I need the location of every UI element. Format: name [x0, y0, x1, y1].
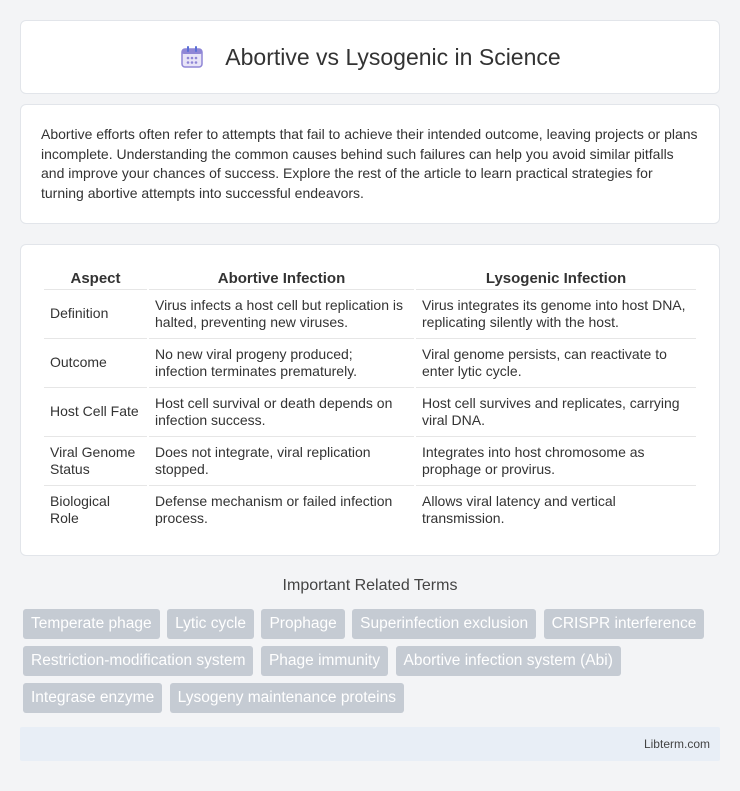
table-cell: Host cell survives and replicates, carrying viral DNA. [416, 387, 696, 436]
table-cell: Integrates into host chromosome as prophage or provirus. [416, 436, 696, 485]
table-cell: Defense mechanism or failed infection process. [149, 485, 414, 534]
header-card [20, 20, 720, 94]
related-term-tag[interactable]: Integrase enzyme [23, 683, 162, 713]
related-terms-list [23, 609, 723, 720]
table-cell: Virus integrates its genome into host DNA, replicating silently with the host. [416, 289, 696, 338]
footer-site-link[interactable]: Libterm.com [643, 737, 710, 751]
table-row [44, 338, 696, 387]
related-term-tag[interactable]: Abortive infection system (Abi) [396, 646, 621, 676]
table-cell: Viral genome persists, can reactivate to enter lytic cycle. [416, 338, 696, 387]
table-cell: Host cell survival or death depends on infection success. [149, 387, 414, 436]
table-row [44, 436, 696, 485]
page-title: Abortive vs Lysogenic in Science [225, 43, 561, 70]
comparison-table [42, 265, 698, 534]
column-header: Aspect [70, 269, 121, 287]
table-header-row [44, 265, 696, 289]
related-term-tag[interactable]: Restriction-modification system [23, 646, 253, 676]
related-term-tag[interactable]: CRISPR interference [544, 609, 705, 639]
intro-text: Abortive efforts often refer to attempts that fail to achieve their intended outcome, leaving projects or plans incomplete. Understanding the common causes behind such failures can help you avoid similar pitfalls and improve your chances of success. Explore the rest of the article to learn practical strategies for turning abortive attempts into successful endeavors. [41, 126, 698, 201]
related-term-tag[interactable]: Superinfection exclusion [352, 609, 536, 639]
related-term-tag[interactable]: Prophage [261, 609, 344, 639]
table-cell: Allows viral latency and vertical transmission. [416, 485, 696, 534]
table-row [44, 485, 696, 534]
related-term-tag[interactable]: Temperate phage [23, 609, 160, 639]
related-term-tag[interactable]: Lytic cycle [167, 609, 254, 639]
column-header: Abortive Infection [217, 269, 346, 287]
table-cell: Biological Role [44, 485, 147, 534]
comparison-card [20, 244, 720, 556]
footer [20, 727, 720, 761]
table-row [44, 289, 696, 338]
related-term-tag[interactable]: Phage immunity [261, 646, 388, 676]
column-header: Lysogenic Infection [485, 269, 627, 287]
table-row [44, 387, 696, 436]
table-cell: Virus infects a host cell but replication is halted, preventing new viruses. [149, 289, 414, 338]
intro-card [20, 104, 720, 224]
table-cell: Viral Genome Status [44, 436, 147, 485]
calendar-icon [179, 44, 205, 70]
table-cell: Outcome [44, 338, 147, 387]
table-cell: Definition [44, 289, 147, 338]
related-term-tag[interactable]: Lysogeny maintenance proteins [170, 683, 404, 713]
table-cell: Does not integrate, viral replication stopped. [149, 436, 414, 485]
related-terms-title: Important Related Terms [282, 577, 458, 594]
table-cell: Host Cell Fate [44, 387, 147, 436]
table-cell: No new viral progeny produced; infection terminates prematurely. [149, 338, 414, 387]
